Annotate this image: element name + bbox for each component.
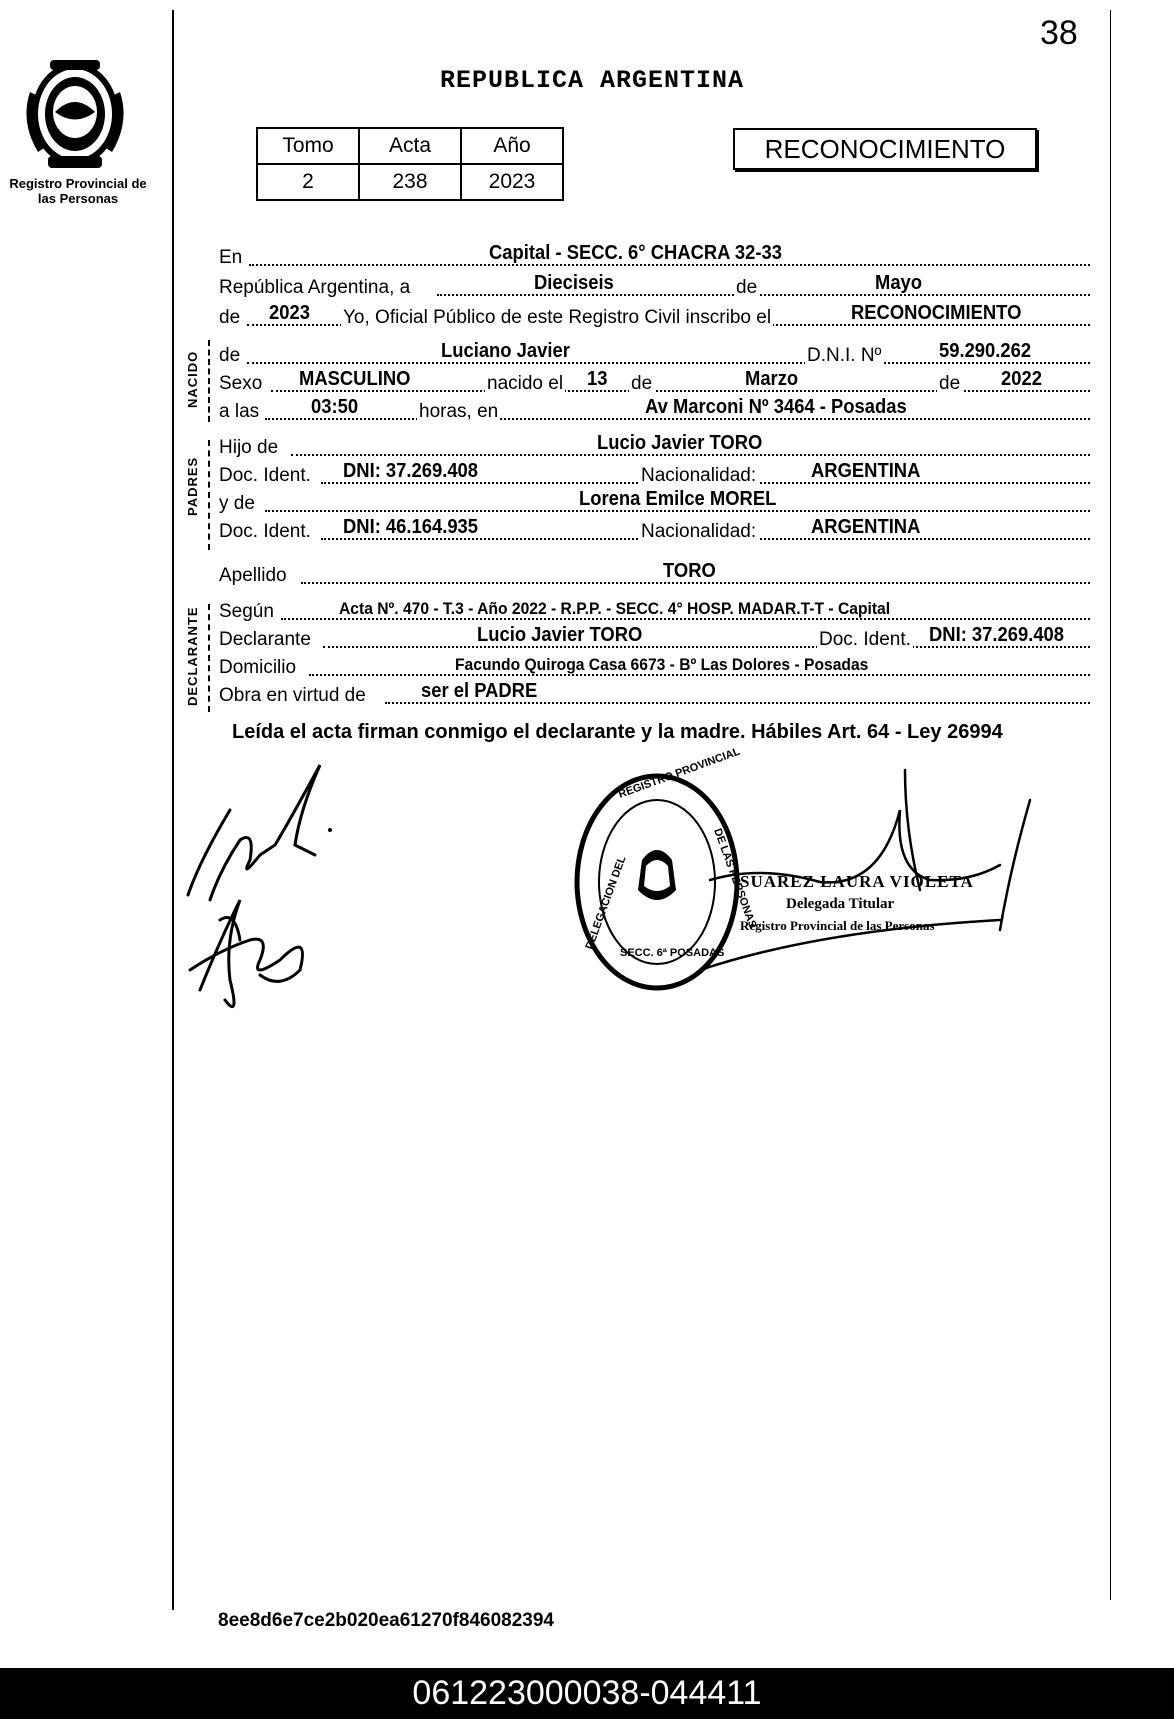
label-de: de bbox=[219, 345, 241, 366]
document-hash: 8ee8d6e7ce2b020ea61270f846082394 bbox=[218, 1610, 554, 1631]
row-nacido-name bbox=[219, 340, 1090, 368]
value-month: Mayo bbox=[875, 272, 923, 294]
official-name: SUAREZ LAURA VIOLETA bbox=[740, 872, 974, 891]
section-bracket bbox=[208, 440, 210, 550]
value-segun: Acta Nº. 470 - T.3 - Año 2022 - R.P.P. - SECC. 4° HOSP. MADAR.T-T - Capital bbox=[339, 599, 891, 618]
label-nacionalidad: Nacionalidad: bbox=[641, 465, 757, 486]
value-birth-time: 03:50 bbox=[311, 396, 359, 418]
label-horas-en: horas, en bbox=[419, 401, 499, 422]
label-dni: D.N.I. Nº bbox=[807, 345, 882, 366]
official-text: Yo, Oficial Público de este Registro Civil inscribo el bbox=[343, 307, 772, 328]
section-label-padres: PADRES bbox=[185, 456, 200, 516]
value-day: Dieciseis bbox=[534, 272, 614, 294]
header-ano: Año bbox=[461, 128, 563, 164]
value-obra: ser el PADRE bbox=[421, 680, 538, 702]
label-declarante: Declarante bbox=[219, 629, 311, 650]
value-birth-year: 2022 bbox=[1001, 368, 1042, 390]
label-domicilio: Domicilio bbox=[219, 657, 297, 678]
label-nacido-el: nacido el bbox=[487, 373, 564, 394]
footer-code: 061223000038-044411 bbox=[412, 1674, 762, 1712]
footer-code-bar bbox=[0, 1668, 1174, 1719]
act-type-box: RECONOCIMIENTO bbox=[733, 128, 1037, 170]
row-place bbox=[219, 242, 1090, 270]
value-mother-name: Lorena Emilce MOREL bbox=[579, 488, 777, 510]
registry-name: Registro Provincial de las Personas bbox=[9, 176, 147, 206]
label-segun: Según bbox=[219, 601, 274, 622]
official-office: Registro Provincial de las Personas bbox=[740, 918, 935, 933]
row-nacido-birth bbox=[219, 368, 1090, 396]
provincial-seal-logo bbox=[20, 52, 130, 172]
row-nacido-time bbox=[219, 396, 1090, 424]
value-ano: 2023 bbox=[461, 164, 563, 200]
row-obra bbox=[219, 680, 1090, 708]
svg-text:REGISTRO PROVINCIAL: REGISTRO PROVINCIAL bbox=[616, 745, 742, 801]
row-mother-name bbox=[219, 488, 1090, 516]
label-de: de bbox=[219, 307, 241, 328]
value-year: 2023 bbox=[269, 302, 310, 324]
label-y-de: y de bbox=[219, 493, 255, 514]
value-tomo: 2 bbox=[257, 164, 359, 200]
value-birth-day: 13 bbox=[587, 368, 608, 390]
label-doc-ident: Doc. Ident. bbox=[219, 521, 311, 542]
value-apellido: TORO bbox=[663, 560, 716, 582]
value-place: Capital - SECC. 6° CHACRA 32-33 bbox=[489, 242, 782, 264]
section-bracket bbox=[208, 340, 210, 422]
left-margin-line bbox=[172, 10, 174, 1610]
row-mother-doc bbox=[219, 516, 1090, 544]
record-table bbox=[256, 127, 564, 201]
svg-text:DE LAS PERSONAS: DE LAS PERSONAS bbox=[711, 826, 759, 930]
value-mother-doc: DNI: 46.164.935 bbox=[343, 516, 479, 538]
value-father-nationality: ARGENTINA bbox=[811, 460, 921, 482]
row-father-doc bbox=[219, 460, 1090, 488]
value-child-name: Luciano Javier bbox=[441, 340, 570, 362]
section-label-declarante: DECLARANTE bbox=[185, 606, 200, 706]
row-year bbox=[219, 302, 1090, 330]
value-act-inscribed: RECONOCIMIENTO bbox=[851, 302, 1022, 324]
label-en: En bbox=[219, 247, 243, 268]
value-sexo: MASCULINO bbox=[299, 368, 411, 390]
label-de: de bbox=[736, 277, 758, 298]
official-title: Delegada Titular bbox=[786, 896, 895, 912]
header-tomo: Tomo bbox=[257, 128, 359, 164]
value-birth-place: Av Marconi Nº 3464 - Posadas bbox=[645, 396, 907, 418]
section-label-nacido: NACIDO bbox=[185, 350, 200, 408]
label-de: de bbox=[939, 373, 961, 394]
right-margin-line bbox=[1110, 10, 1111, 1600]
label-a-las: a las bbox=[219, 401, 260, 422]
label-doc-ident: Doc. Ident. bbox=[819, 629, 911, 650]
row-declarante bbox=[219, 624, 1090, 652]
document-title: REPUBLICA ARGENTINA bbox=[440, 66, 745, 95]
value-father-doc: DNI: 37.269.408 bbox=[343, 460, 479, 482]
value-acta: 238 bbox=[359, 164, 461, 200]
value-declarante-doc: DNI: 37.269.408 bbox=[929, 624, 1065, 646]
value-birth-month: Marzo bbox=[745, 368, 799, 390]
label-obra: Obra en virtud de bbox=[219, 685, 366, 706]
label-de: de bbox=[631, 373, 653, 394]
value-domicilio: Facundo Quiroga Casa 6673 - Bº Las Dolores - Posadas bbox=[455, 655, 869, 674]
value-child-dni: 59.290.262 bbox=[939, 340, 1032, 362]
label-republica: República Argentina, a bbox=[219, 277, 411, 298]
page-number: 38 bbox=[1040, 14, 1078, 52]
row-segun bbox=[219, 596, 1090, 624]
value-declarante-name: Lucio Javier TORO bbox=[477, 624, 643, 646]
row-date bbox=[219, 272, 1090, 300]
closing-statement: Leída el acta firman conmigo el declarante y la madre. Hábiles Art. 64 - Ley 26994 bbox=[232, 721, 1003, 743]
label-nacionalidad: Nacionalidad: bbox=[641, 521, 757, 542]
section-bracket bbox=[208, 604, 210, 712]
row-domicilio bbox=[219, 652, 1090, 680]
label-apellido: Apellido bbox=[219, 565, 287, 586]
mother-signature bbox=[180, 880, 380, 1130]
svg-text:SECC. 6ª POSADAS: SECC. 6ª POSADAS bbox=[620, 947, 725, 959]
label-sexo: Sexo bbox=[219, 373, 263, 394]
row-father-name bbox=[219, 432, 1090, 460]
row-apellido bbox=[219, 560, 1090, 588]
label-hijo-de: Hijo de bbox=[219, 437, 279, 458]
value-mother-nationality: ARGENTINA bbox=[811, 516, 921, 538]
svg-text:DELEGACION DEL: DELEGACION DEL bbox=[583, 854, 629, 952]
label-doc-ident: Doc. Ident. bbox=[219, 465, 311, 486]
value-father-name: Lucio Javier TORO bbox=[597, 432, 763, 454]
header-acta: Acta bbox=[359, 128, 461, 164]
official-signature bbox=[700, 770, 1040, 970]
